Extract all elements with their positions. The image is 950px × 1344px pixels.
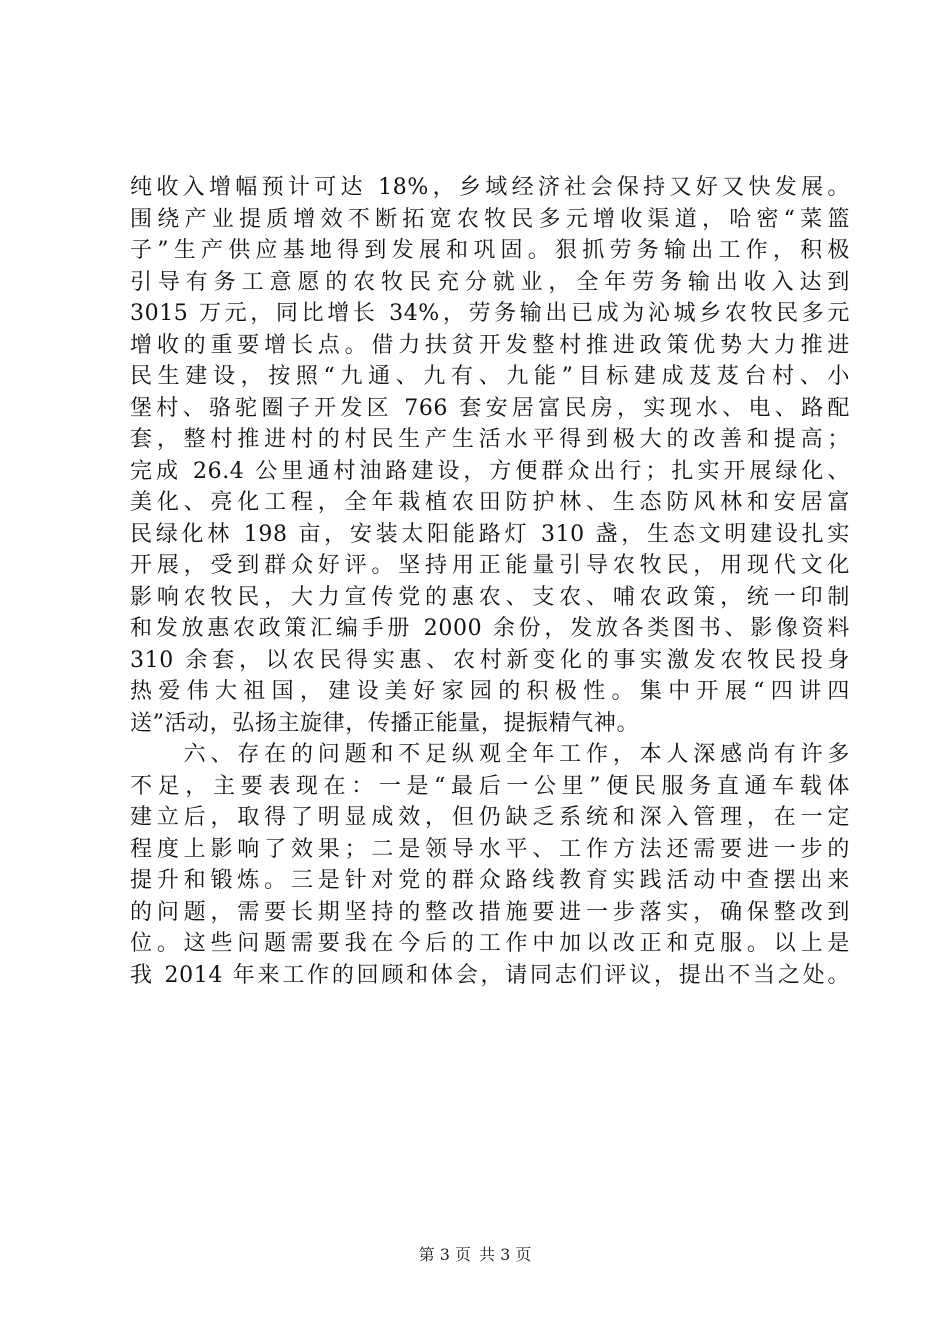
page-footer <box>0 1242 950 1265</box>
body-line: 完成 26.4 公里通村油路建设，方便群众出行；扎实开展绿化、 <box>130 458 850 484</box>
body-line: 310 余套，以农民得实惠、农村新变化的事实激发农牧民投身 <box>130 647 850 673</box>
body-line: 不足，主要表现在：一是“最后一公里”便民服务直通车载体 <box>130 773 850 799</box>
body-line: 建立后，取得了明显成效，但仍缺乏系统和深入管理，在一定 <box>130 805 850 830</box>
body-line: 民生建设，按照“九通、九有、九能”目标建成芨芨台村、小 <box>130 364 850 389</box>
body-line: 美化、亮化工程，全年栽植农田防护林、生态防风林和安居富 <box>130 490 850 515</box>
body-line: 纯收入增幅预计可达 18%，乡域经济社会保持又好又快发展。 <box>130 175 850 200</box>
body-line: 我 2014 年来工作的回顾和体会，请同志们评议，提出不当之处。 <box>130 962 850 988</box>
body-line: 和发放惠农政策汇编手册 2000 余份，发放各类图书、影像资料 <box>130 616 850 641</box>
body-line: 堡村、骆驼圈子开发区 766 套安居富民房，实现水、电、路配 <box>130 395 850 421</box>
body-line: 开展，受到群众好评。坚持用正能量引导农牧民，用现代文化 <box>130 553 850 578</box>
body-line: 影响农牧民，大力宣传党的惠农、支农、哺农政策，统一印制 <box>130 584 850 610</box>
body-line: 热爱伟大祖国，建设美好家园的积极性。集中开展“四讲四 <box>130 679 850 704</box>
body-line: 位。这些问题需要我在今后的工作中加以改正和克服。以上是 <box>130 931 850 956</box>
document-body <box>130 172 850 991</box>
body-line: 3015 万元，同比增长 34%，劳务输出已成为沁城乡农牧民多元 <box>130 301 850 326</box>
body-line: 套，整村推进村的村民生产生活水平得到极大的改善和提高； <box>130 427 850 452</box>
body-line: 提升和锻炼。三是针对党的群众路线教育实践活动中查摆出来 <box>130 868 850 893</box>
paragraph-end-line: 送”活动，弘扬主旋律，传播正能量，提振精气神。 <box>130 710 640 736</box>
body-line: 围绕产业提质增效不断拓宽农牧民多元增收渠道，哈密“菜篮 <box>130 206 850 232</box>
body-line: 子”生产供应基地得到发展和巩固。狠抓劳务输出工作，积极 <box>130 238 850 263</box>
body-line: 程度上影响了效果；二是领导水平、工作方法还需要进一步的 <box>130 836 850 862</box>
body-line: 的问题，需要长期坚持的整改措施要进一步落实，确保整改到 <box>130 899 850 925</box>
page-total: 共 3 页 <box>479 1245 532 1264</box>
body-line: 六、存在的问题和不足纵观全年工作，本人深感尚有许多 <box>130 742 850 767</box>
body-line: 民绿化林 198 亩，安装太阳能路灯 310 盏，生态文明建设扎实 <box>130 521 850 547</box>
body-line: 引导有务工意愿的农牧民充分就业，全年劳务输出收入达到 <box>130 269 850 295</box>
page-number: 第 3 页 <box>418 1245 471 1264</box>
body-line: 增收的重要增长点。借力扶贫开发整村推进政策优势大力推进 <box>130 332 850 358</box>
